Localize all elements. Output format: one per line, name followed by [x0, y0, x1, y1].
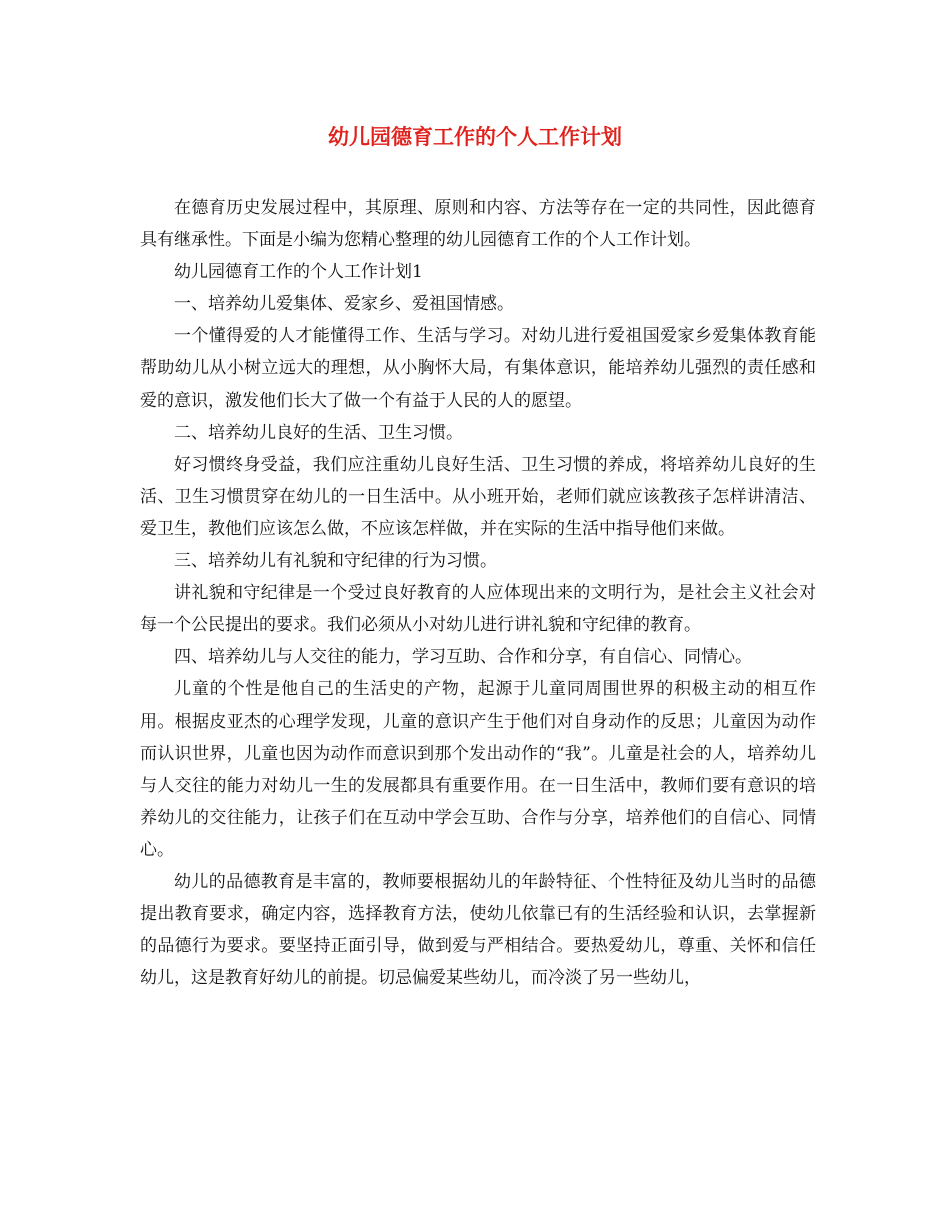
paragraph-section-4-body: 儿童的个性是他自己的生活史的产物，起源于儿童同周围世界的积极主动的相互作用。根据皮亚杰的心理学发现，儿童的意识产生于他们对自身动作的反思；儿童因为动作而认识世界，儿童也因为动作而意识到那个发出动作的“我”。儿童是社会的人，培养幼儿与人交往的能力对幼儿一生的发展都具有重要作用。在一日生活中，教师们要有意识的培养幼儿的交往能力，让孩子们在互动中学会互助、合作与分享，培养他们的自信心、同情心。 [140, 679, 816, 860]
paragraph-section-1-body: 一个懂得爱的人才能懂得工作、生活与学习。对幼儿进行爱祖国爱家乡爱集体教育能帮助幼儿从小树立远大的理想，从小胸怀大局，有集体意识，能培养幼儿强烈的责任感和爱的意识，激发他们长大了做一个有益于人民的人的愿望。 [140, 326, 816, 411]
paragraph-section-4-heading: 四、培养幼儿与人交往的能力，学习互助、合作和分享，有自信心、同情心。 [174, 647, 752, 668]
paragraph-closing: 幼儿的品德教育是丰富的，教师要根据幼儿的年龄特征、个性特征及幼儿当时的品德提出教育要求，确定内容，选择教育方法，使幼儿依靠已有的生活经验和认识，去掌握新的品德行为要求。要坚持正面引导，做到爱与严相结合。要热爱幼儿，尊重、关怀和信任幼儿，这是教育好幼儿的前提。切忌偏爱某些幼儿，而冷淡了另一些幼儿， [140, 871, 816, 989]
paragraph-section-3-heading: 三、培养幼儿有礼貌和守纪律的行为习惯。 [174, 551, 497, 572]
paragraph-intro: 在德育历史发展过程中，其原理、原则和内容、方法等存在一定的共同性，因此德育具有继承性。下面是小编为您精心整理的幼儿园德育工作的个人工作计划。 [140, 198, 816, 251]
paragraph-plan-heading: 幼儿园德育工作的个人工作计划1 [174, 262, 423, 283]
paragraph-section-1-heading: 一、培养幼儿爱集体、爱家乡、爱祖国情感。 [174, 294, 514, 315]
paragraph-section-3-body: 讲礼貌和守纪律是一个受过良好教育的人应体现出来的文明行为，是社会主义社会对每一个公民提出的要求。我们必须从小对幼儿进行讲礼貌和守纪律的教育。 [140, 583, 816, 636]
paragraph-section-2-body: 好习惯终身受益，我们应注重幼儿良好生活、卫生习惯的养成，将培养幼儿良好的生活、卫生习惯贯穿在幼儿的一日生活中。从小班开始，老师们就应该教孩子怎样讲清洁、爱卫生，教他们应该怎么做，不应该怎样做，并在实际的生活中指导他们来做。 [140, 454, 816, 539]
paragraph-section-2-heading: 二、培养幼儿良好的生活、卫生习惯。 [174, 422, 463, 443]
document-title: 幼儿园德育工作的个人工作计划 [328, 124, 622, 149]
document-body [140, 192, 816, 994]
